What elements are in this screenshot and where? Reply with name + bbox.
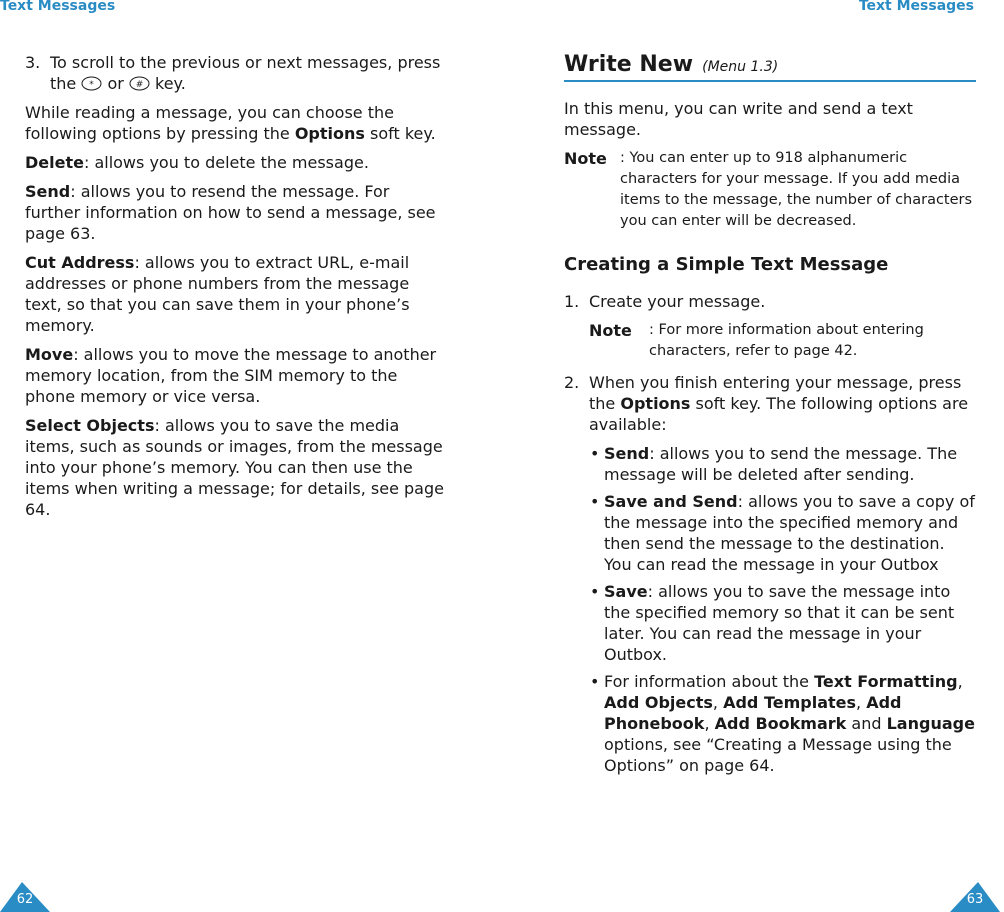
note-character-limit: Note : You can enter up to 918 alphanumeric characters for your message. If you add media items to the message, the number of characters you can enter will be decreased. bbox=[564, 149, 973, 229]
right-page-body bbox=[564, 52, 976, 782]
section-title-row bbox=[564, 52, 976, 82]
step-number: 3. bbox=[25, 53, 41, 72]
hash-key-icon bbox=[129, 76, 150, 91]
option-cut-address: Cut Address: allows you to extract URL, e-mail addresses or phone numbers from the message text, so that you can save them in your phone’s memory. bbox=[25, 253, 410, 335]
options-intro: While reading a message, you can choose the following options by pressing the Options soft key. bbox=[25, 103, 436, 143]
page-number-left: 62 bbox=[0, 882, 50, 912]
option-send: Send: allows you to resend the message. For further information on how to send a message, see page 63. bbox=[25, 182, 436, 243]
or-word: or bbox=[107, 74, 124, 93]
running-header-left: Text Messages bbox=[0, 0, 116, 14]
bullet-more-options: • For information about the Text Formatting, Add Objects, Add Templates, Add Phonebook, Add Bookmark and Language options, see “Creating a Message using the Options” on page 64. bbox=[590, 672, 975, 775]
option-delete: Delete: allows you to delete the message. bbox=[25, 153, 369, 172]
menu-reference: (Menu 1.3) bbox=[702, 59, 779, 75]
left-page-body bbox=[25, 52, 445, 528]
note-entering-characters: Note : For more information about entering characters, refer to page 42. bbox=[589, 321, 924, 359]
bullet-save: • Save: allows you to save the message into the specified memory so that it can be sent later. You can read the message in your Outbox. bbox=[590, 582, 955, 664]
option-select-objects: Select Objects: allows you to save the media items, such as sounds or images, from the message into your phone’s memory. You can then use the items when writing a message; for details, see page 64. bbox=[25, 416, 444, 519]
section-title: Write New bbox=[564, 52, 694, 77]
bullet-save-and-send: • Save and Send: allows you to save a copy of the message into the specified memory and then send the message to the destination. You can read the message in your Outbox bbox=[590, 492, 975, 574]
bullet-send: • Send: allows you to send the message. The message will be deleted after sending. bbox=[590, 444, 958, 484]
svg-text:#: # bbox=[135, 80, 144, 90]
running-header-right: Text Messages bbox=[858, 0, 974, 14]
step-3-text: To scroll to the previous or next messages, press the bbox=[50, 53, 441, 93]
write-new-intro: In this menu, you can write and send a text message. bbox=[564, 99, 913, 139]
key-word: key. bbox=[155, 74, 186, 93]
step-3 bbox=[25, 52, 445, 94]
option-move: Move: allows you to move the message to another memory location, from the SIM memory to the phone memory or vice versa. bbox=[25, 345, 437, 406]
step-1: 1. Create your message. bbox=[564, 292, 766, 311]
star-key-icon bbox=[81, 76, 102, 91]
subheading: Creating a Simple Text Message bbox=[564, 254, 889, 275]
page-number-right: 63 bbox=[950, 882, 1000, 912]
svg-text:*: * bbox=[89, 80, 95, 90]
step-2: 2. When you finish entering your message, press the Options soft key. The following options are available: bbox=[564, 373, 969, 434]
options-softkey-label: Options bbox=[294, 124, 365, 143]
